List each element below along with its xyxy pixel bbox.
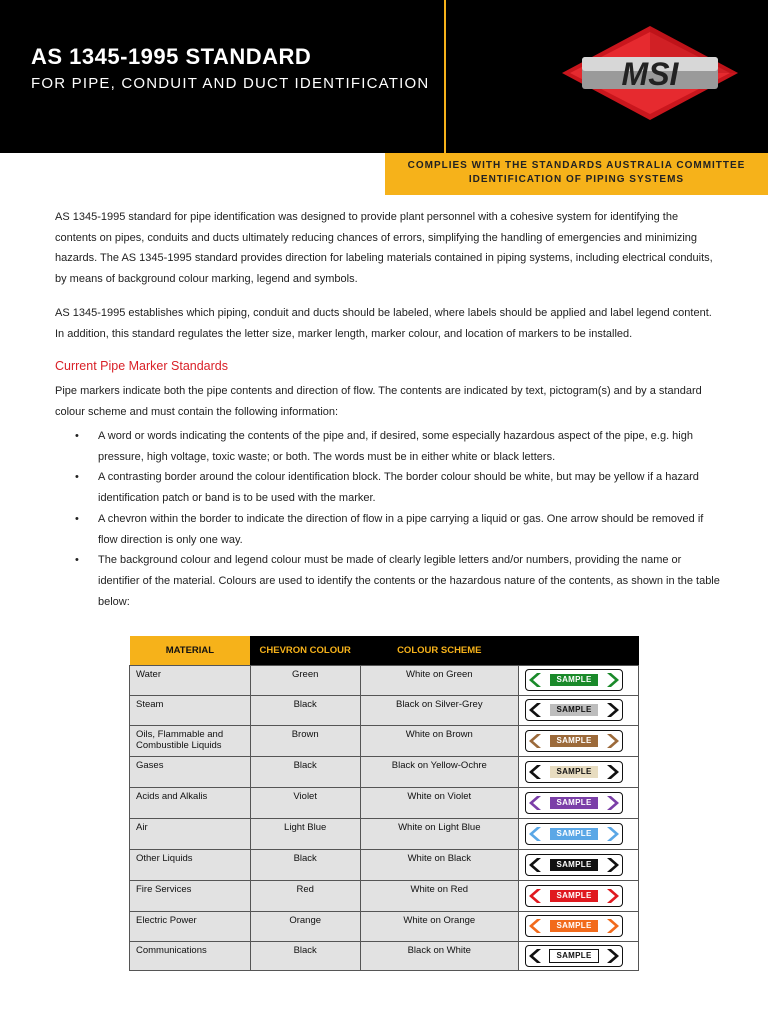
sample-label: SAMPLE — [550, 828, 597, 840]
msi-logo — [560, 24, 740, 122]
chevron-colour-cell: Black — [250, 849, 360, 880]
chevron-right-icon — [605, 672, 619, 688]
chevron-left-icon — [529, 826, 543, 842]
sample-label: SAMPLE — [550, 920, 597, 932]
material-cell: Fire Services — [130, 880, 251, 911]
sample-cell — [519, 941, 639, 970]
chevron-left-icon — [529, 795, 543, 811]
colour-scheme-cell: Black on Silver-Grey — [360, 695, 518, 725]
sample-cell — [519, 880, 639, 911]
compliance-banner — [385, 153, 768, 195]
table-header-row — [130, 636, 639, 665]
page-header — [0, 0, 768, 153]
table-row — [130, 756, 639, 787]
sample-pipe-marker — [525, 761, 623, 783]
colour-scheme-cell: Black on White — [360, 941, 518, 970]
table-row — [130, 787, 639, 818]
sample-cell — [519, 665, 639, 695]
material-cell: Electric Power — [130, 911, 251, 941]
colour-scheme-cell: White on Violet — [360, 787, 518, 818]
scope-paragraph: AS 1345-1995 establishes which piping, conduit and ducts should be labeled, where labels should be applied and label legend content. In addition, this standard regulates the letter size, marker length, marker colour, and location of markers to be installed. — [55, 307, 712, 340]
header-colour-scheme: COLOUR SCHEME — [360, 636, 518, 665]
chevron-left-icon — [529, 888, 543, 904]
header-chevron-colour: CHEVRON COLOUR — [250, 636, 360, 665]
list-item: • The background colour and legend colour must be made of clearly legible letters and/or numbers, providing the name or identifier of the material. Colours are used to identify the contents or the hazardous nature of the contents, as shown in the table below: — [55, 550, 720, 612]
colour-scheme-cell: Black on Yellow-Ochre — [360, 756, 518, 787]
chevron-colour-cell: Brown — [250, 725, 360, 756]
list-item: • A chevron within the border to indicate the direction of flow in a pipe carrying a liquid or gas. One arrow should be removed if flow direction is only one way. — [55, 509, 720, 550]
markers-paragraph: Pipe markers indicate both the pipe contents and direction of flow. The contents are indicated by text, pictogram(s) and by a standard colour scheme and must contain the following information: — [55, 385, 702, 418]
colour-scheme-cell: White on Brown — [360, 725, 518, 756]
colour-scheme-cell: White on Green — [360, 665, 518, 695]
material-cell: Steam — [130, 695, 251, 725]
sample-pipe-marker — [525, 823, 623, 845]
material-cell: Oils, Flammable and Combustible Liquids — [130, 725, 251, 756]
colour-scheme-cell: White on Red — [360, 880, 518, 911]
sample-pipe-marker — [525, 854, 623, 876]
material-cell: Other Liquids — [130, 849, 251, 880]
chevron-left-icon — [529, 733, 543, 749]
chevron-colour-cell: Black — [250, 695, 360, 725]
table-row — [130, 880, 639, 911]
colour-scheme-cell: White on Black — [360, 849, 518, 880]
material-cell: Air — [130, 818, 251, 849]
material-cell: Gases — [130, 756, 251, 787]
sample-label: SAMPLE — [550, 890, 597, 902]
sample-label: SAMPLE — [550, 797, 597, 809]
header-sample — [519, 636, 639, 665]
list-item: • A word or words indicating the contents of the pipe and, if desired, some especially hazardous aspect of the pipe, e.g. high pressure, high voltage, toxic waste; or both. The words must be in either white or black letters. — [55, 426, 720, 467]
sample-pipe-marker — [525, 669, 623, 691]
chevron-left-icon — [529, 672, 543, 688]
table-row — [130, 911, 639, 941]
chevron-left-icon — [529, 857, 543, 873]
sample-pipe-marker — [525, 792, 623, 814]
colour-scheme-cell: White on Orange — [360, 911, 518, 941]
sample-label: SAMPLE — [550, 674, 597, 686]
document-title: AS 1345-1995 STANDARD — [31, 44, 312, 69]
chevron-right-icon — [605, 826, 619, 842]
material-cell: Communications — [130, 941, 251, 970]
sample-cell — [519, 756, 639, 787]
chevron-colour-cell: Orange — [250, 911, 360, 941]
table-row — [130, 725, 639, 756]
chevron-left-icon — [529, 764, 543, 780]
table-row — [130, 941, 639, 970]
chevron-colour-cell: Black — [250, 756, 360, 787]
chevron-colour-cell: Black — [250, 941, 360, 970]
table-row — [130, 695, 639, 725]
sample-pipe-marker — [525, 699, 623, 721]
sample-cell — [519, 695, 639, 725]
sample-cell — [519, 725, 639, 756]
header-divider — [444, 0, 446, 153]
section-heading: Current Pipe Marker Standards — [55, 359, 228, 373]
table-body — [130, 665, 639, 970]
chevron-right-icon — [605, 948, 619, 964]
chevron-colour-cell: Green — [250, 665, 360, 695]
chevron-left-icon — [529, 918, 543, 934]
document-subtitle: FOR PIPE, CONDUIT AND DUCT IDENTIFICATION — [31, 75, 430, 92]
sample-pipe-marker — [525, 945, 623, 967]
sample-pipe-marker — [525, 885, 623, 907]
sample-cell — [519, 911, 639, 941]
chevron-right-icon — [605, 888, 619, 904]
chevron-colour-cell: Red — [250, 880, 360, 911]
material-cell: Acids and Alkalis — [130, 787, 251, 818]
chevron-right-icon — [605, 918, 619, 934]
sample-cell — [519, 787, 639, 818]
header-material: MATERIAL — [130, 636, 251, 665]
chevron-right-icon — [605, 764, 619, 780]
sample-pipe-marker — [525, 915, 623, 937]
material-cell: Water — [130, 665, 251, 695]
sample-label: SAMPLE — [550, 735, 597, 747]
requirements-list — [55, 426, 720, 612]
intro-paragraph: AS 1345-1995 standard for pipe identification was designed to provide plant personnel with a cohesive system for identifying the contents on pipes, conduits and ducts ultimately reducing chances of errors, simplifying the handling of emergencies and minimizing hazards. The AS 1345-1995 standard provides direction for labeling materials contained in piping systems, including electrical conduits, by means of background colour marking, legend and symbols. — [55, 211, 713, 285]
chevron-right-icon — [605, 733, 619, 749]
document-body — [55, 207, 720, 612]
sample-label: SAMPLE — [550, 859, 597, 871]
sample-label: SAMPLE — [550, 766, 597, 778]
sample-cell — [519, 849, 639, 880]
table-row — [130, 665, 639, 695]
sample-label: SAMPLE — [550, 704, 597, 716]
chevron-colour-cell: Light Blue — [250, 818, 360, 849]
logo-text: MSI — [621, 56, 679, 92]
chevron-left-icon — [529, 948, 543, 964]
chevron-right-icon — [605, 795, 619, 811]
table-row — [130, 818, 639, 849]
sample-pipe-marker — [525, 730, 623, 752]
banner-line-1: COMPLIES WITH THE STANDARDS AUSTRALIA COMMITTEE — [407, 160, 746, 171]
chevron-left-icon — [529, 702, 543, 718]
chevron-right-icon — [605, 702, 619, 718]
colour-scheme-table — [129, 636, 639, 971]
colour-scheme-cell: White on Light Blue — [360, 818, 518, 849]
chevron-right-icon — [605, 857, 619, 873]
table-row — [130, 849, 639, 880]
chevron-colour-cell: Violet — [250, 787, 360, 818]
banner-line-2: IDENTIFICATION OF PIPING SYSTEMS — [468, 174, 685, 185]
sample-label: SAMPLE — [549, 949, 598, 963]
list-item: • A contrasting border around the colour identification block. The border colour should be white, but may be yellow if a hazard identification patch or band is to be used with the marker. — [55, 467, 720, 508]
sample-cell — [519, 818, 639, 849]
